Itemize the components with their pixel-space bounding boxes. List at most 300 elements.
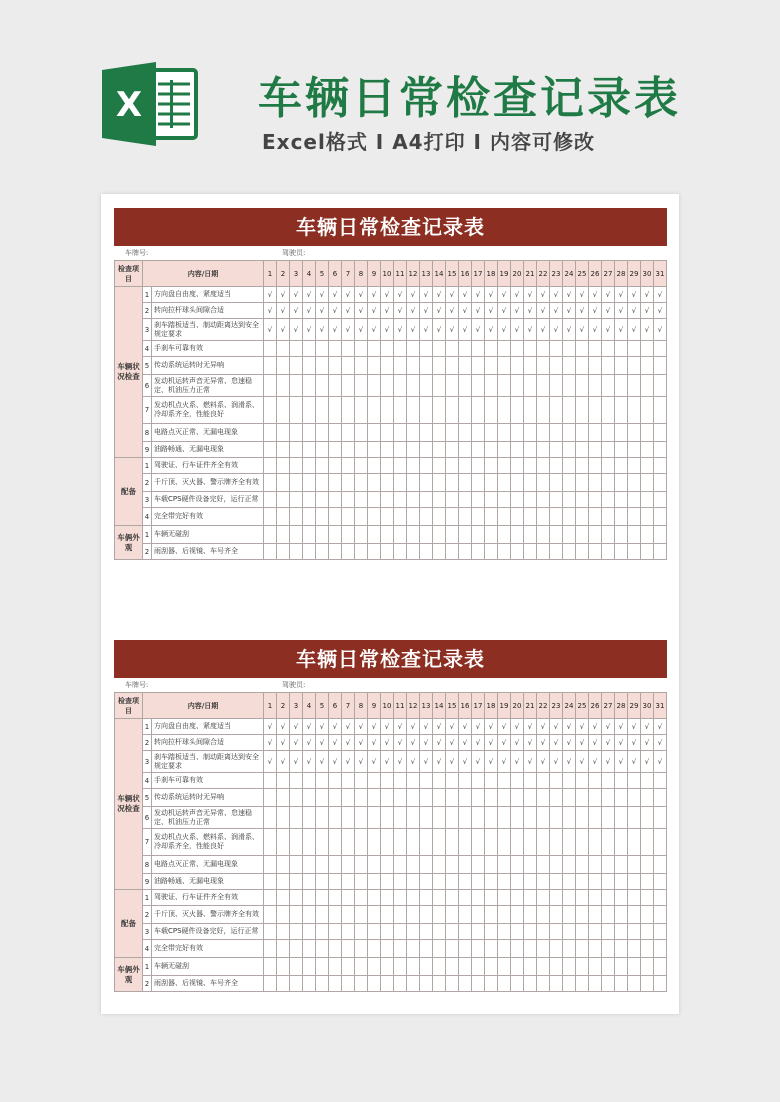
day-check-cell[interactable]	[576, 492, 589, 508]
day-check-cell[interactable]: √	[524, 735, 537, 751]
day-check-cell[interactable]: √	[615, 735, 628, 751]
day-check-cell[interactable]	[589, 773, 602, 789]
day-check-cell[interactable]	[472, 940, 485, 958]
day-check-cell[interactable]	[329, 397, 342, 424]
day-check-cell[interactable]	[290, 526, 303, 544]
day-check-cell[interactable]: √	[524, 751, 537, 773]
day-check-cell[interactable]	[602, 375, 615, 397]
day-check-cell[interactable]	[498, 874, 511, 890]
day-check-cell[interactable]	[589, 508, 602, 526]
day-check-cell[interactable]: √	[589, 735, 602, 751]
day-check-cell[interactable]	[641, 442, 654, 458]
day-check-cell[interactable]	[576, 807, 589, 829]
day-check-cell[interactable]	[537, 341, 550, 357]
day-check-cell[interactable]	[290, 341, 303, 357]
day-check-cell[interactable]: √	[394, 287, 407, 303]
day-check-cell[interactable]	[459, 890, 472, 906]
day-check-cell[interactable]	[446, 492, 459, 508]
day-check-cell[interactable]	[420, 492, 433, 508]
day-check-cell[interactable]	[407, 829, 420, 856]
day-check-cell[interactable]	[446, 924, 459, 940]
day-check-cell[interactable]	[355, 474, 368, 492]
day-check-cell[interactable]	[537, 442, 550, 458]
day-check-cell[interactable]	[342, 874, 355, 890]
day-check-cell[interactable]	[355, 458, 368, 474]
day-check-cell[interactable]	[290, 458, 303, 474]
day-check-cell[interactable]	[264, 397, 277, 424]
day-check-cell[interactable]	[628, 442, 641, 458]
day-check-cell[interactable]	[303, 807, 316, 829]
day-check-cell[interactable]	[654, 874, 667, 890]
day-check-cell[interactable]	[290, 375, 303, 397]
day-check-cell[interactable]: √	[628, 287, 641, 303]
day-check-cell[interactable]	[264, 976, 277, 992]
day-check-cell[interactable]: √	[303, 735, 316, 751]
day-check-cell[interactable]	[342, 544, 355, 560]
day-check-cell[interactable]	[654, 890, 667, 906]
day-check-cell[interactable]: √	[537, 751, 550, 773]
day-check-cell[interactable]: √	[589, 319, 602, 341]
day-check-cell[interactable]	[602, 458, 615, 474]
day-check-cell[interactable]	[290, 773, 303, 789]
day-check-cell[interactable]	[433, 458, 446, 474]
day-check-cell[interactable]	[628, 856, 641, 874]
day-check-cell[interactable]	[654, 958, 667, 976]
day-check-cell[interactable]	[394, 458, 407, 474]
day-check-cell[interactable]	[316, 906, 329, 924]
day-check-cell[interactable]	[576, 526, 589, 544]
day-check-cell[interactable]: √	[329, 303, 342, 319]
day-check-cell[interactable]	[511, 375, 524, 397]
day-check-cell[interactable]	[550, 526, 563, 544]
day-check-cell[interactable]	[524, 375, 537, 397]
day-check-cell[interactable]	[355, 526, 368, 544]
day-check-cell[interactable]	[381, 474, 394, 492]
day-check-cell[interactable]	[459, 807, 472, 829]
day-check-cell[interactable]	[576, 773, 589, 789]
day-check-cell[interactable]	[511, 492, 524, 508]
day-check-cell[interactable]	[524, 424, 537, 442]
day-check-cell[interactable]	[381, 924, 394, 940]
day-check-cell[interactable]	[368, 906, 381, 924]
day-check-cell[interactable]	[264, 442, 277, 458]
day-check-cell[interactable]	[290, 906, 303, 924]
day-check-cell[interactable]	[602, 357, 615, 375]
day-check-cell[interactable]	[511, 940, 524, 958]
day-check-cell[interactable]	[459, 492, 472, 508]
day-check-cell[interactable]	[277, 773, 290, 789]
day-check-cell[interactable]	[628, 357, 641, 375]
day-check-cell[interactable]	[459, 958, 472, 976]
day-check-cell[interactable]	[303, 357, 316, 375]
day-check-cell[interactable]	[342, 526, 355, 544]
day-check-cell[interactable]	[303, 397, 316, 424]
day-check-cell[interactable]	[654, 442, 667, 458]
day-check-cell[interactable]	[290, 397, 303, 424]
day-check-cell[interactable]	[446, 526, 459, 544]
day-check-cell[interactable]	[511, 544, 524, 560]
day-check-cell[interactable]	[654, 940, 667, 958]
day-check-cell[interactable]	[615, 508, 628, 526]
day-check-cell[interactable]	[602, 789, 615, 807]
day-check-cell[interactable]: √	[381, 287, 394, 303]
day-check-cell[interactable]	[420, 544, 433, 560]
day-check-cell[interactable]	[303, 341, 316, 357]
day-check-cell[interactable]	[498, 492, 511, 508]
day-check-cell[interactable]	[329, 508, 342, 526]
day-check-cell[interactable]	[433, 773, 446, 789]
day-check-cell[interactable]	[576, 874, 589, 890]
day-check-cell[interactable]: √	[654, 735, 667, 751]
day-check-cell[interactable]	[641, 492, 654, 508]
day-check-cell[interactable]: √	[459, 735, 472, 751]
day-check-cell[interactable]: √	[459, 719, 472, 735]
day-check-cell[interactable]	[654, 397, 667, 424]
day-check-cell[interactable]	[316, 807, 329, 829]
day-check-cell[interactable]	[446, 773, 459, 789]
day-check-cell[interactable]: √	[355, 751, 368, 773]
day-check-cell[interactable]	[290, 874, 303, 890]
day-check-cell[interactable]	[550, 397, 563, 424]
day-check-cell[interactable]: √	[264, 751, 277, 773]
day-check-cell[interactable]: √	[641, 319, 654, 341]
day-check-cell[interactable]: √	[407, 303, 420, 319]
day-check-cell[interactable]: √	[654, 319, 667, 341]
day-check-cell[interactable]	[498, 789, 511, 807]
day-check-cell[interactable]	[459, 940, 472, 958]
day-check-cell[interactable]: √	[368, 303, 381, 319]
day-check-cell[interactable]: √	[615, 719, 628, 735]
day-check-cell[interactable]: √	[472, 319, 485, 341]
day-check-cell[interactable]	[329, 492, 342, 508]
day-check-cell[interactable]: √	[550, 735, 563, 751]
day-check-cell[interactable]	[277, 424, 290, 442]
day-check-cell[interactable]	[589, 526, 602, 544]
day-check-cell[interactable]	[368, 976, 381, 992]
day-check-cell[interactable]	[420, 906, 433, 924]
day-check-cell[interactable]	[368, 375, 381, 397]
day-check-cell[interactable]	[459, 976, 472, 992]
day-check-cell[interactable]	[485, 474, 498, 492]
day-check-cell[interactable]	[628, 397, 641, 424]
day-check-cell[interactable]	[654, 773, 667, 789]
day-check-cell[interactable]	[290, 789, 303, 807]
day-check-cell[interactable]	[472, 544, 485, 560]
day-check-cell[interactable]	[433, 375, 446, 397]
day-check-cell[interactable]	[524, 807, 537, 829]
day-check-cell[interactable]	[524, 474, 537, 492]
day-check-cell[interactable]: √	[459, 303, 472, 319]
day-check-cell[interactable]	[537, 424, 550, 442]
day-check-cell[interactable]	[342, 442, 355, 458]
day-check-cell[interactable]: √	[290, 303, 303, 319]
day-check-cell[interactable]: √	[563, 319, 576, 341]
day-check-cell[interactable]	[277, 906, 290, 924]
day-check-cell[interactable]: √	[524, 303, 537, 319]
day-check-cell[interactable]	[316, 397, 329, 424]
day-check-cell[interactable]	[459, 773, 472, 789]
day-check-cell[interactable]	[407, 442, 420, 458]
day-check-cell[interactable]	[550, 508, 563, 526]
day-check-cell[interactable]	[290, 958, 303, 976]
day-check-cell[interactable]	[407, 874, 420, 890]
day-check-cell[interactable]: √	[446, 287, 459, 303]
day-check-cell[interactable]	[524, 397, 537, 424]
day-check-cell[interactable]	[316, 789, 329, 807]
day-check-cell[interactable]	[576, 442, 589, 458]
day-check-cell[interactable]	[615, 424, 628, 442]
day-check-cell[interactable]	[654, 357, 667, 375]
day-check-cell[interactable]	[368, 924, 381, 940]
day-check-cell[interactable]	[628, 474, 641, 492]
day-check-cell[interactable]	[498, 424, 511, 442]
day-check-cell[interactable]	[576, 940, 589, 958]
day-check-cell[interactable]: √	[576, 719, 589, 735]
day-check-cell[interactable]	[290, 976, 303, 992]
day-check-cell[interactable]	[498, 958, 511, 976]
day-check-cell[interactable]	[264, 773, 277, 789]
day-check-cell[interactable]	[628, 906, 641, 924]
day-check-cell[interactable]	[485, 890, 498, 906]
day-check-cell[interactable]: √	[589, 303, 602, 319]
day-check-cell[interactable]: √	[368, 735, 381, 751]
day-check-cell[interactable]	[329, 958, 342, 976]
day-check-cell[interactable]	[329, 940, 342, 958]
day-check-cell[interactable]	[316, 424, 329, 442]
day-check-cell[interactable]	[641, 906, 654, 924]
day-check-cell[interactable]	[264, 789, 277, 807]
day-check-cell[interactable]	[550, 976, 563, 992]
day-check-cell[interactable]	[511, 789, 524, 807]
day-check-cell[interactable]	[550, 829, 563, 856]
day-check-cell[interactable]	[329, 341, 342, 357]
day-check-cell[interactable]	[628, 544, 641, 560]
day-check-cell[interactable]: √	[498, 735, 511, 751]
day-check-cell[interactable]	[342, 357, 355, 375]
day-check-cell[interactable]	[602, 474, 615, 492]
day-check-cell[interactable]	[368, 890, 381, 906]
day-check-cell[interactable]: √	[407, 751, 420, 773]
day-check-cell[interactable]	[446, 958, 459, 976]
day-check-cell[interactable]	[628, 458, 641, 474]
day-check-cell[interactable]: √	[368, 287, 381, 303]
day-check-cell[interactable]	[537, 807, 550, 829]
day-check-cell[interactable]: √	[485, 287, 498, 303]
day-check-cell[interactable]	[524, 958, 537, 976]
day-check-cell[interactable]	[407, 357, 420, 375]
day-check-cell[interactable]	[498, 397, 511, 424]
day-check-cell[interactable]	[550, 924, 563, 940]
day-check-cell[interactable]	[264, 906, 277, 924]
day-check-cell[interactable]	[537, 958, 550, 976]
day-check-cell[interactable]	[433, 940, 446, 958]
day-check-cell[interactable]: √	[446, 303, 459, 319]
day-check-cell[interactable]	[550, 424, 563, 442]
day-check-cell[interactable]	[433, 357, 446, 375]
day-check-cell[interactable]	[355, 958, 368, 976]
day-check-cell[interactable]	[433, 526, 446, 544]
day-check-cell[interactable]	[355, 424, 368, 442]
day-check-cell[interactable]	[368, 856, 381, 874]
day-check-cell[interactable]	[511, 856, 524, 874]
day-check-cell[interactable]	[433, 976, 446, 992]
day-check-cell[interactable]	[589, 924, 602, 940]
day-check-cell[interactable]	[498, 442, 511, 458]
day-check-cell[interactable]	[498, 474, 511, 492]
day-check-cell[interactable]	[602, 856, 615, 874]
day-check-cell[interactable]	[329, 458, 342, 474]
day-check-cell[interactable]	[628, 976, 641, 992]
day-check-cell[interactable]	[498, 458, 511, 474]
day-check-cell[interactable]	[615, 906, 628, 924]
day-check-cell[interactable]: √	[446, 719, 459, 735]
day-check-cell[interactable]	[381, 341, 394, 357]
day-check-cell[interactable]	[368, 458, 381, 474]
day-check-cell[interactable]	[342, 856, 355, 874]
day-check-cell[interactable]	[433, 544, 446, 560]
day-check-cell[interactable]	[394, 773, 407, 789]
day-check-cell[interactable]	[264, 375, 277, 397]
day-check-cell[interactable]	[654, 807, 667, 829]
day-check-cell[interactable]	[628, 958, 641, 976]
day-check-cell[interactable]	[342, 924, 355, 940]
day-check-cell[interactable]	[433, 874, 446, 890]
day-check-cell[interactable]	[537, 829, 550, 856]
day-check-cell[interactable]	[654, 508, 667, 526]
day-check-cell[interactable]: √	[550, 751, 563, 773]
day-check-cell[interactable]	[615, 341, 628, 357]
day-check-cell[interactable]	[303, 773, 316, 789]
day-check-cell[interactable]: √	[368, 719, 381, 735]
day-check-cell[interactable]	[394, 544, 407, 560]
day-check-cell[interactable]	[485, 526, 498, 544]
day-check-cell[interactable]	[277, 789, 290, 807]
day-check-cell[interactable]: √	[264, 719, 277, 735]
day-check-cell[interactable]: √	[485, 751, 498, 773]
day-check-cell[interactable]	[277, 940, 290, 958]
day-check-cell[interactable]: √	[511, 735, 524, 751]
day-check-cell[interactable]: √	[277, 303, 290, 319]
day-check-cell[interactable]: √	[563, 287, 576, 303]
day-check-cell[interactable]	[355, 492, 368, 508]
day-check-cell[interactable]	[628, 773, 641, 789]
day-check-cell[interactable]	[433, 474, 446, 492]
day-check-cell[interactable]	[485, 341, 498, 357]
day-check-cell[interactable]	[329, 807, 342, 829]
day-check-cell[interactable]	[381, 526, 394, 544]
day-check-cell[interactable]	[628, 940, 641, 958]
day-check-cell[interactable]: √	[433, 719, 446, 735]
day-check-cell[interactable]	[641, 924, 654, 940]
day-check-cell[interactable]	[563, 856, 576, 874]
day-check-cell[interactable]	[303, 544, 316, 560]
day-check-cell[interactable]	[537, 357, 550, 375]
day-check-cell[interactable]	[524, 357, 537, 375]
day-check-cell[interactable]: √	[654, 751, 667, 773]
day-check-cell[interactable]	[316, 874, 329, 890]
day-check-cell[interactable]	[602, 958, 615, 976]
day-check-cell[interactable]	[602, 526, 615, 544]
day-check-cell[interactable]	[264, 924, 277, 940]
day-check-cell[interactable]	[589, 474, 602, 492]
day-check-cell[interactable]	[498, 906, 511, 924]
day-check-cell[interactable]	[550, 458, 563, 474]
day-check-cell[interactable]	[511, 357, 524, 375]
day-check-cell[interactable]	[303, 906, 316, 924]
day-check-cell[interactable]	[589, 829, 602, 856]
day-check-cell[interactable]	[277, 856, 290, 874]
day-check-cell[interactable]	[394, 397, 407, 424]
day-check-cell[interactable]	[511, 341, 524, 357]
day-check-cell[interactable]	[615, 458, 628, 474]
day-check-cell[interactable]	[303, 508, 316, 526]
day-check-cell[interactable]	[511, 773, 524, 789]
day-check-cell[interactable]	[420, 958, 433, 976]
day-check-cell[interactable]	[407, 526, 420, 544]
day-check-cell[interactable]	[576, 375, 589, 397]
day-check-cell[interactable]	[355, 544, 368, 560]
day-check-cell[interactable]	[524, 890, 537, 906]
day-check-cell[interactable]	[290, 856, 303, 874]
day-check-cell[interactable]	[485, 856, 498, 874]
day-check-cell[interactable]: √	[316, 735, 329, 751]
day-check-cell[interactable]	[329, 773, 342, 789]
day-check-cell[interactable]	[420, 508, 433, 526]
day-check-cell[interactable]	[550, 890, 563, 906]
day-check-cell[interactable]: √	[576, 751, 589, 773]
day-check-cell[interactable]	[498, 976, 511, 992]
day-check-cell[interactable]	[368, 397, 381, 424]
day-check-cell[interactable]	[576, 508, 589, 526]
day-check-cell[interactable]	[368, 789, 381, 807]
day-check-cell[interactable]	[329, 856, 342, 874]
day-check-cell[interactable]: √	[290, 719, 303, 735]
day-check-cell[interactable]	[420, 341, 433, 357]
day-check-cell[interactable]	[264, 890, 277, 906]
day-check-cell[interactable]	[563, 526, 576, 544]
day-check-cell[interactable]	[485, 976, 498, 992]
day-check-cell[interactable]	[290, 474, 303, 492]
day-check-cell[interactable]	[368, 874, 381, 890]
day-check-cell[interactable]	[316, 829, 329, 856]
day-check-cell[interactable]	[329, 424, 342, 442]
day-check-cell[interactable]	[472, 341, 485, 357]
day-check-cell[interactable]	[368, 508, 381, 526]
day-check-cell[interactable]: √	[589, 719, 602, 735]
day-check-cell[interactable]	[641, 375, 654, 397]
day-check-cell[interactable]	[420, 474, 433, 492]
day-check-cell[interactable]	[394, 924, 407, 940]
day-check-cell[interactable]	[615, 890, 628, 906]
day-check-cell[interactable]: √	[472, 751, 485, 773]
day-check-cell[interactable]	[446, 442, 459, 458]
day-check-cell[interactable]	[602, 424, 615, 442]
day-check-cell[interactable]	[498, 375, 511, 397]
day-check-cell[interactable]	[589, 890, 602, 906]
day-check-cell[interactable]	[498, 341, 511, 357]
day-check-cell[interactable]	[355, 829, 368, 856]
day-check-cell[interactable]	[355, 397, 368, 424]
day-check-cell[interactable]	[420, 940, 433, 958]
day-check-cell[interactable]	[641, 357, 654, 375]
day-check-cell[interactable]: √	[563, 303, 576, 319]
day-check-cell[interactable]	[472, 458, 485, 474]
day-check-cell[interactable]	[342, 807, 355, 829]
day-check-cell[interactable]: √	[446, 751, 459, 773]
day-check-cell[interactable]	[342, 940, 355, 958]
day-check-cell[interactable]	[511, 474, 524, 492]
day-check-cell[interactable]	[589, 940, 602, 958]
